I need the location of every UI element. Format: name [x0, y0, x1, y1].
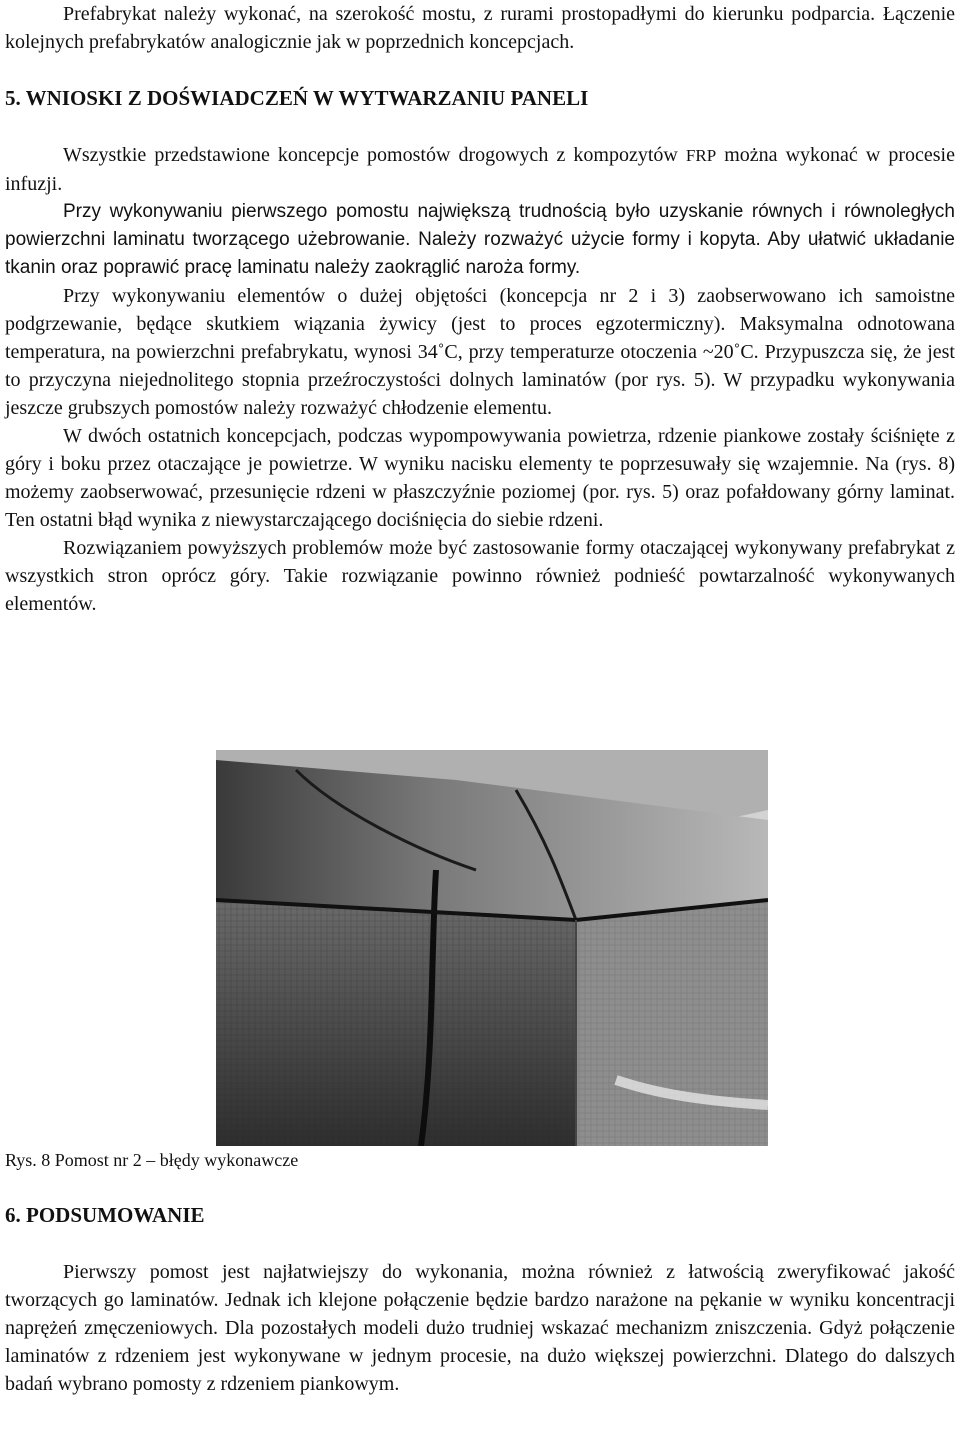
section-5-paragraph-5: Rozwiązaniem powyższych problemów może być zastosowanie formy otaczającej wykonywany prefabrykat z wszystkich stron oprócz góry. Takie rozwiązanie powinno również podnieść powtarzalność wykonywanych elementów.	[5, 537, 955, 615]
section-6-body	[5, 1258, 955, 1398]
section-5-paragraph-2: Przy wykonywaniu pierwszego pomostu największą trudnością było uzyskanie równych i równoległych powierzchni laminatu tworzącego użebrowanie. Należy rozważyć użycie formy i kopyta. Aby ułatwić układanie tkanin oraz poprawić pracę laminatu należy zaokrąglić naroża formy.	[5, 201, 955, 278]
section-5-paragraph-4: W dwóch ostatnich koncepcjach, podczas wypompowywania powietrza, rdzenie piankowe zostały ściśnięte z góry i boku przez otaczające je powietrze. W wyniku nacisku elementy te poprzesuwały się wzajemnie. Na (rys. 8) możemy zaobserwować, przesunięcie rdzeni w płaszczyźnie poziomej (por. rys. 5) oraz pofałdowany górny laminat. Ten ostatni błąd wynika z niewystarczającego dociśnięcia do siebie rdzeni.	[5, 425, 955, 531]
section-5-body	[5, 141, 955, 618]
top-paragraph-block	[5, 0, 955, 56]
top-paragraph: Prefabrykat należy wykonać, na szerokość mostu, z rurami prostopadłymi do kierunku podparcia. Łączenie kolejnych prefabrykatów analogicznie jak w poprzednich koncepcjach.	[5, 3, 955, 53]
figure-8-caption: Rys. 8 Pomost nr 2 – błędy wykonawcze	[5, 1150, 299, 1170]
section-6-paragraph-1: Pierwszy pomost jest najłatwiejszy do wykonania, można również z łatwością zweryfikować jakość tworzących go laminatów. Jednak ich klejone połączenie będzie bardzo narażone na pękanie w wyniku koncentracji naprężeń zmęczeniowych. Dla pozostałych modeli dużo trudniej wskazać mechanizm zniszczenia. Gdyż połączenie laminatów z rdzeniem jest wykonywane w jednym procesie, na dużo większej powierzchni. Dlatego do dalszych badań wybrano pomosty z rdzeniem piankowym.	[5, 1261, 955, 1395]
section-5-heading: 5. WNIOSKI Z DOŚWIADCZEŃ W WYTWARZANIU PANELI	[5, 86, 589, 110]
deck-panel-photo-illustration	[216, 750, 768, 1146]
section-5-paragraph-1	[5, 141, 955, 198]
frp-abbreviation: FRP	[685, 146, 717, 165]
p1-text-before: Wszystkie przedstawione koncepcje pomostów drogowych z kompozytów	[63, 144, 686, 166]
figure-8-photo	[216, 750, 768, 1146]
p1-text-after: można wykonać w procesie infuzji.	[5, 144, 955, 195]
section-5-paragraph-3: Przy wykonywaniu elementów o dużej objętości (koncepcja nr 2 i 3) zaobserwowano ich samoistne podgrzewanie, będące skutkiem wiązania żywicy (jest to proces egzotermiczny). Maksymalna odnotowana temperatura, na powierzchni prefabrykatu, wynosi 34˚C, przy temperaturze otoczenia ~20˚C. Przypuszcza się, że jest to przyczyna niejednolitego stopnia przeźroczystości dolnych laminatów (por rys. 5). W przypadku wykonywania jeszcze grubszych pomostów należy rozważyć chłodzenie elementu.	[5, 285, 955, 419]
section-6-heading: 6. PODSUMOWANIE	[5, 1203, 205, 1227]
